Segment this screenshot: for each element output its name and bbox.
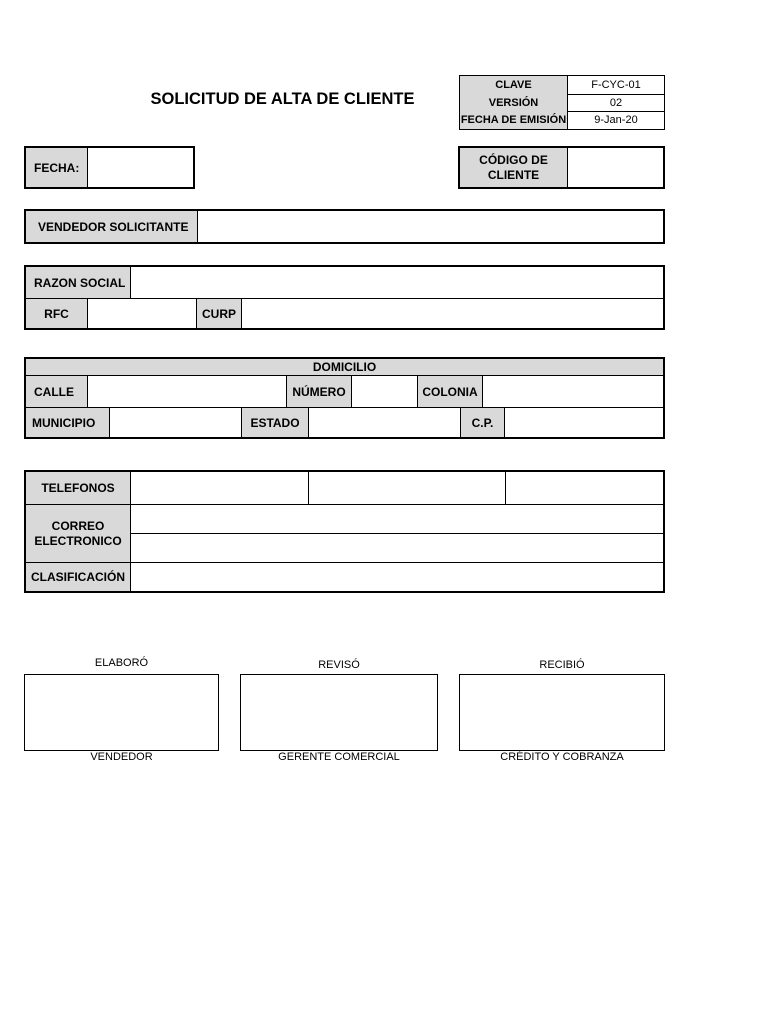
fecha-label: FECHA: bbox=[26, 148, 87, 187]
document-control-table bbox=[459, 75, 665, 130]
calle-label: CALLE bbox=[26, 376, 87, 407]
contacto-section bbox=[24, 470, 665, 593]
signature-reviso-box[interactable] bbox=[240, 674, 438, 751]
telefono-field-1[interactable] bbox=[131, 472, 308, 504]
telefono-field-2[interactable] bbox=[309, 472, 505, 504]
razon-social-label: RAZON SOCIAL bbox=[26, 267, 130, 298]
curp-label: CURP bbox=[197, 299, 241, 328]
signature-credito-role: CRÉDITO Y COBRANZA bbox=[500, 751, 624, 763]
domicilio-section bbox=[24, 357, 665, 439]
meta-row-version bbox=[460, 94, 664, 113]
curp-field[interactable] bbox=[242, 299, 663, 328]
signature-recibio-box[interactable] bbox=[459, 674, 665, 751]
numero-label: NÚMERO bbox=[287, 376, 351, 407]
signature-elaboro-caption: ELABORÓ bbox=[94, 657, 149, 669]
colonia-label: COLONIA bbox=[418, 376, 482, 407]
page-title: SOLICITUD DE ALTA DE CLIENTE bbox=[150, 90, 415, 108]
rfc-field[interactable] bbox=[88, 299, 196, 328]
telefonos-label: TELEFONOS bbox=[26, 472, 130, 504]
meta-key: VERSIÓN bbox=[460, 94, 568, 112]
vendedor-field[interactable] bbox=[198, 211, 663, 242]
domicilio-title: DOMICILIO bbox=[26, 359, 663, 375]
correo-label-line2: ELECTRONICO bbox=[34, 533, 122, 548]
codigo-cliente-label-line2: CLIENTE bbox=[487, 167, 540, 182]
meta-key: CLAVE bbox=[460, 76, 568, 94]
fecha-section bbox=[24, 146, 195, 189]
clasificacion-label: CLASIFICACIÓN bbox=[26, 563, 130, 591]
municipio-field[interactable] bbox=[110, 408, 241, 437]
numero-field[interactable] bbox=[352, 376, 417, 407]
clasificacion-field[interactable] bbox=[131, 563, 663, 591]
codigo-cliente-section bbox=[458, 146, 665, 189]
correo-field-2[interactable] bbox=[131, 534, 663, 562]
calle-field[interactable] bbox=[88, 376, 286, 407]
signature-reviso-caption: REVISÓ bbox=[318, 659, 360, 671]
signature-elaboro-box[interactable] bbox=[24, 674, 219, 751]
estado-label: ESTADO bbox=[242, 408, 308, 437]
signature-gerente-role: GERENTE COMERCIAL bbox=[278, 751, 400, 763]
vendedor-label: VENDEDOR SOLICITANTE bbox=[26, 211, 197, 242]
rfc-label: RFC bbox=[26, 299, 87, 328]
correo-label-line1: CORREO bbox=[51, 518, 105, 533]
cp-label: C.P. bbox=[461, 408, 504, 437]
colonia-field[interactable] bbox=[483, 376, 663, 407]
correo-field-1[interactable] bbox=[131, 505, 663, 533]
meta-key: FECHA DE EMISIÓN bbox=[460, 111, 568, 129]
meta-value: 9-Jan-20 bbox=[594, 114, 638, 127]
razon-social-section bbox=[24, 265, 665, 330]
fecha-field[interactable] bbox=[88, 148, 193, 187]
municipio-label: MUNICIPIO bbox=[26, 408, 109, 437]
meta-value: F-CYC-01 bbox=[591, 78, 641, 91]
signature-vendedor-role: VENDEDOR bbox=[90, 751, 153, 763]
signature-recibio-caption: RECIBIÓ bbox=[539, 659, 585, 671]
meta-row-clave bbox=[460, 76, 664, 95]
vendedor-section bbox=[24, 209, 665, 244]
correo-label bbox=[26, 505, 130, 562]
razon-social-field[interactable] bbox=[131, 267, 663, 298]
cp-field[interactable] bbox=[505, 408, 663, 437]
codigo-cliente-field[interactable] bbox=[568, 148, 663, 187]
codigo-cliente-label bbox=[460, 148, 567, 187]
meta-row-fecha-emision bbox=[460, 111, 664, 129]
telefono-field-3[interactable] bbox=[506, 472, 663, 504]
codigo-cliente-label-line1: CÓDIGO DE bbox=[479, 152, 548, 167]
estado-field[interactable] bbox=[309, 408, 460, 437]
meta-value: 02 bbox=[609, 96, 623, 109]
